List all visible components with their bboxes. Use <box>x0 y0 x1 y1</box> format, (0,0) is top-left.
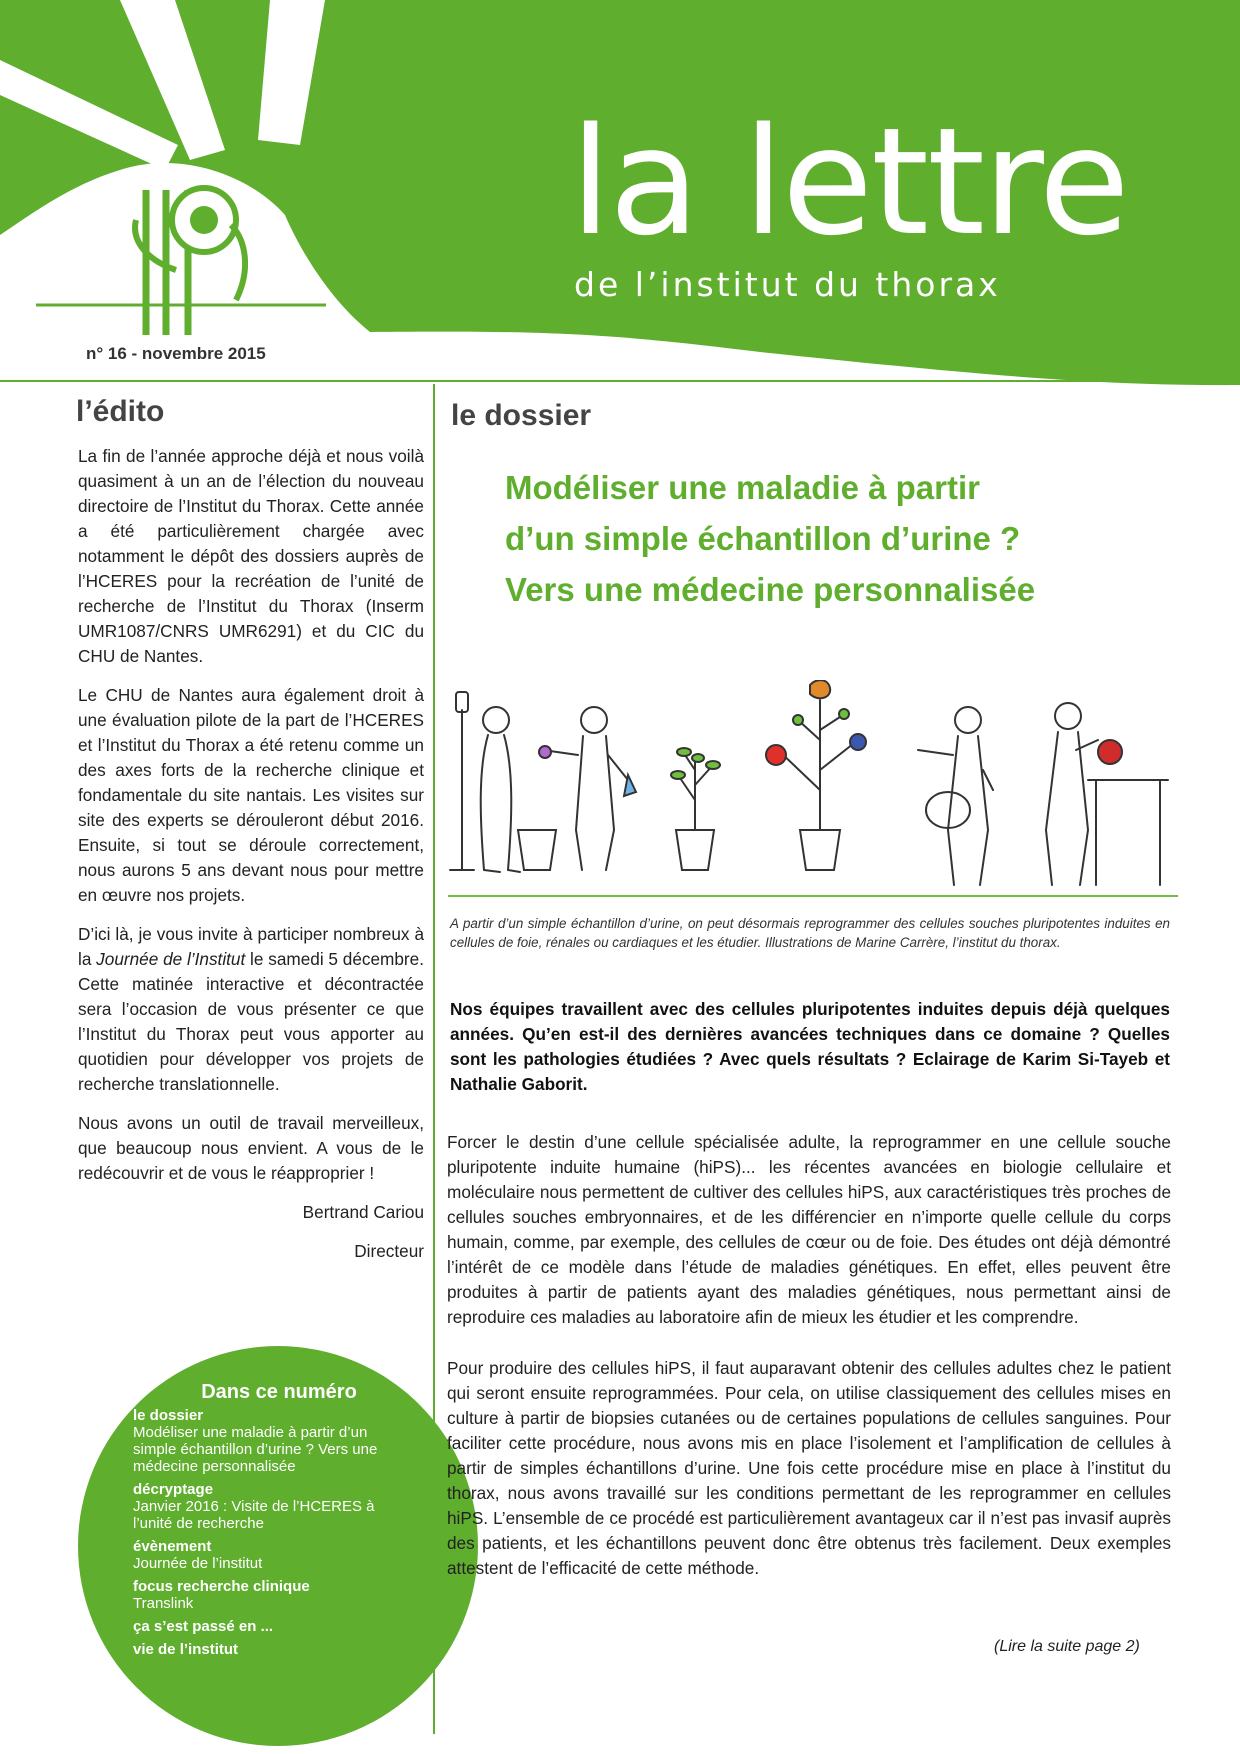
dossier-paragraph: Forcer le destin d’une cellule spécialisée adulte, la reprogrammer en une cellule souche pluripotente induite humaine (hiPS)... les récentes avancées en biologie cellulaire et moléculaire nous permettent de cultiver des cellules hiPS, aux caractéristiques très proches de cellules souches embryonnaires, et de les différencier en n’importe quelle cellule du corps humain, comme, par exemple, des cellules de cœur ou de foie. Des études ont déjà démontré l’intérêt de ce modèle dans l’étude de maladies génétiques. En effet, elles peuvent être produites à partir de patients ayant des maladies génétiques, nous permettant ainsi de reproduire ces maladies au laboratoire afin de mieux les étudier et les comprendre. <box>447 1132 1171 1327</box>
edito-body <box>78 444 424 1278</box>
toc-item-label: le dossier <box>133 1407 204 1424</box>
edito-paragraph: Nous avons un outil de travail merveilleux, que beaucoup nous envient. A vous de le redécouvrir et de vous le réapproprier ! <box>78 1113 424 1183</box>
stem-cell-illustration <box>448 680 1178 900</box>
toc-item-label: ça s’est passé en ... <box>133 1618 274 1635</box>
toc-item-text: Journée de l’institut <box>133 1555 263 1572</box>
toc-item-text: Modéliser une maladie à partir d’un simple échantillon d’urine ? Vers une médecine personnalisée <box>133 1424 378 1475</box>
dossier-headline <box>505 462 1035 615</box>
masthead-divider <box>0 380 1240 382</box>
dossier-body <box>447 1130 1171 1607</box>
toc-item[interactable] <box>133 1618 403 1635</box>
toc-item-text: Janvier 2016 : Visite de l’HCERES à l’unité de recherche <box>133 1498 375 1532</box>
toc-item-label: vie de l’institut <box>133 1641 239 1658</box>
dossier-intro: Nos équipes travaillent avec des cellules pluripotentes induites depuis déjà quelques années. Qu’en est-il des dernières avancées techniques dans ce domaine ? Quelles sont les pathologies étudiées ? Avec quels résultats ? Eclairage de Karim Si-Tayeb et Nathalie Gaborit. <box>450 999 1170 1094</box>
toc-item[interactable] <box>133 1481 403 1532</box>
dossier-heading: le dossier <box>451 399 592 432</box>
event-name: Journée de l’Institut <box>96 949 246 969</box>
headline-line: Modéliser une maladie à partir <box>505 469 980 506</box>
toc-item-label: décryptage <box>133 1481 214 1498</box>
edito-heading: l’édito <box>76 395 165 428</box>
toc-item-label: focus recherche clinique <box>133 1578 310 1595</box>
signature-name: Bertrand Cariou <box>302 1202 424 1222</box>
headline-line: Vers une médecine personnalisée <box>505 571 1036 608</box>
headline-line: d’un simple échantillon d’urine ? <box>505 520 1021 557</box>
newsletter-title: la lettre <box>570 96 1128 268</box>
continued-link[interactable]: (Lire la suite page 2) <box>994 1638 1140 1655</box>
toc-item[interactable] <box>133 1641 403 1658</box>
edito-paragraph <box>78 922 424 1097</box>
issue-number: n° 16 - novembre 2015 <box>86 344 266 363</box>
edito-text: D’ici là, je vous invite à participer nombreux à la <box>78 924 424 969</box>
toc-heading: Dans ce numéro <box>201 1381 357 1403</box>
toc-item[interactable] <box>133 1578 403 1612</box>
illustration-caption: A partir d’un simple échantillon d’urine, on peut désormais reprogrammer des cellules souches pluripotentes induites en cellules de foie, rénales ou cardiaques et les étudier. Illustrations de Marine Carrère, l’institut du thorax. <box>450 916 1170 950</box>
edito-text: le samedi 5 décembre. Cette matinée interactive et décontractée sera l’occasion de vous présenter ce que l’Institut du Thorax peut vous apporter au quotidien pour développer vos projets de recherche translationnelle. <box>78 949 424 1094</box>
signature-role: Directeur <box>354 1241 424 1261</box>
table-of-contents <box>133 1381 403 1664</box>
dossier-paragraph: Pour produire des cellules hiPS, il faut auparavant obtenir des cellules adultes chez le patient qui seront ensuite reprogrammées. Pour cela, on utilise classiquement des cellules mises en culture à partir de biopsies cutanées ou de certaines populations de cellules sanguines. Pour faciliter cette procédure, nous avons mis en place l’isolement et l’amplification de cellules à partir de simples échantillons d’urine. Une fois cette procédure mise en place à l’institut du thorax, nous avons travaillé sur les conditions permettant de les reprogrammer en cellules hiPS. L’ensemble de ce procédé est particulièrement avantageux car il n’est pas invasif auprès des patients, et les échantillons peuvent donc être obtenus très facilement. Deux exemples attestent de l’efficacité de cette méthode. <box>447 1358 1171 1578</box>
toc-item[interactable] <box>133 1407 403 1475</box>
edito-paragraph: Le CHU de Nantes aura également droit à une évaluation pilote de la part de l’HCERES et l’Institut du Thorax a été retenu comme un des axes forts de la recherche clinique et fondamentale du site nantais. Les visites sur site des experts se dérouleront début 2016. Ensuite, si tout se déroule correctement, nous aurons 5 ans devant nous pour mettre en œuvre nos projets. <box>78 685 424 905</box>
newsletter-subtitle: de l’institut du thorax <box>574 265 1001 304</box>
toc-item[interactable] <box>133 1538 403 1572</box>
masthead <box>0 0 1240 390</box>
hand-in-thorax-logo-icon <box>36 150 326 340</box>
toc-item-text: Translink <box>133 1595 194 1612</box>
toc-item-label: évènement <box>133 1538 212 1555</box>
edito-paragraph: La fin de l’année approche déjà et nous voilà quasiment à un an de l’élection du nouveau directoire de l’Institut du Thorax. Cette année a été particulièrement chargée avec notamment le dépôt des dossiers auprès de l’HCERES pour la recréation de l’unité de recherche de l’Institut du Thorax (Inserm UMR1087/CNRS UMR6291) et du CIC du CHU de Nantes. <box>78 446 424 666</box>
